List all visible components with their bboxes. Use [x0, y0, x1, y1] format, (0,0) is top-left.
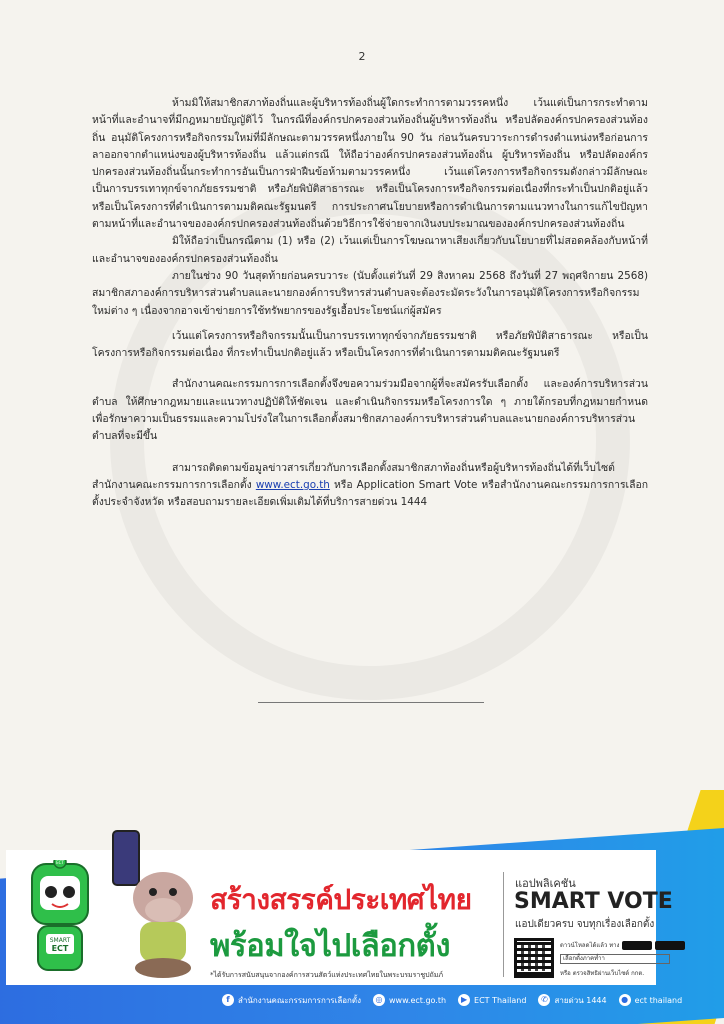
- footer-hotline[interactable]: [538, 994, 606, 1007]
- banner-headline-2: พร้อมใจไปเลือกตั้ง: [210, 928, 450, 964]
- footer-label: ect thailand: [634, 995, 683, 1005]
- app-tagline: แอปเดียวครบ จบทุกเรื่องเลือกตั้ง: [515, 919, 655, 930]
- google-play-badge-icon[interactable]: [655, 941, 685, 950]
- end-divider: [258, 702, 484, 703]
- ect-website-link[interactable]: www.ect.go.th: [255, 478, 330, 491]
- banner-vertical-divider: [503, 872, 504, 977]
- app-label: แอปพลิเคชัน: [515, 877, 576, 890]
- banner-support-note: *ได้รับการสนับสนุนจากองค์การสวนสัตว์แห่งประเทศไทยในพระบรมราชูปถัมภ์: [210, 971, 443, 979]
- footer-label: สำนักงานคณะกรรมการการเลือกตั้ง: [238, 995, 361, 1005]
- facebook-icon: f: [222, 994, 234, 1006]
- paragraph-6: [92, 460, 648, 512]
- paragraph-5: สำนักงานคณะกรรมการการเลือกตั้งจึงขอความร่วมมือจากผู้ที่จะสมัครรับเลือกตั้ง และองค์การบริหารส่วนตำบล ให้ศึกษากฎหมายและแนวทางปฏิบัติให้ชัดเจน และดำเนินกิจกรรมหรือโครงการใด ๆ ภายใต้กรอบที่กฎหมายกำหนด เพื่อรักษาความเป็นธรรมและความโปร่งใสในการเลือกตั้งสมาชิกสภาองค์การบริหารส่วนตำบลและนายกองค์การบริหารส่วนตำบลที่จะมีขึ้น: [92, 378, 648, 443]
- paragraph-4: เว้นแต่โครงการหรือกิจกรรมนั้นเป็นการบรรเทาทุกข์จากภัยธรรมชาติ หรือภัยพิบัติสาธารณะ หรือเป็นโครงการหรือกิจกรรมต่อเนื่อง ที่กระทำเป็นปกติอยู่แล้ว หรือเป็นโครงการที่ดำเนินการตามมติคณะรัฐมนตรี: [92, 329, 648, 360]
- paragraph-3: ภายในช่วง 90 วันสุดท้ายก่อนครบวาระ (นับตั้งแต่วันที่ 29 สิงหาคม 2568 ถึงวันที่ 27 พฤศจิกายน 2568) สมาชิกสภาองค์การบริหารส่วนตำบลและนายกองค์การบริหารส่วนตำบลจะต้องระมัดระวังในการอนุมัติโครงการหรือกิจกรรมใหม่ต่าง ๆ เนื่องจากอาจเข้าข่ายการใช้ทรัพยากรของรัฐเอื้อประโยชน์แก่ผู้สมัคร: [92, 269, 648, 317]
- footer-youtube[interactable]: [458, 994, 526, 1006]
- store-text: ดาวน์โหลดได้แล้ว ทาง: [560, 942, 620, 949]
- robot-label-line-2: ECT: [51, 944, 69, 953]
- footer-label: www.ect.go.th: [389, 995, 447, 1005]
- qr-code-icon[interactable]: [514, 938, 554, 978]
- robot-label-line-1: SMART: [49, 937, 71, 944]
- footer-facebook[interactable]: [222, 994, 361, 1007]
- youtube-icon: ▶: [458, 994, 470, 1006]
- robot-badge-text: ECT: [56, 860, 64, 865]
- footer-line[interactable]: [619, 994, 683, 1006]
- phone-icon: ✆: [538, 994, 550, 1006]
- footer-website[interactable]: [373, 994, 446, 1006]
- paragraph-6-text-before: สามารถติดตามข้อมูลข่าวสารเกี่ยวกับการเลือกตั้งสมาชิกสภาท้องถิ่นหรือผู้บริหารท้องถิ่นได้ที่เว็บไซต์สำนักงานคณะกรรมการการเลือกตั้ง: [92, 461, 615, 491]
- line-icon: ●: [619, 994, 631, 1006]
- robot-mascot-icon: [20, 860, 100, 980]
- paragraph-2: มิให้ถือว่าเป็นกรณีตาม (1) หรือ (2) เว้นแต่เป็นการโฆษณาหาเสียงเกี่ยวกับนโยบายที่ไม่สอดคล้องกับหน้าที่และอำนาจขององค์กรปกครองส่วนท้องถิ่น: [92, 235, 648, 265]
- banner-footer: [0, 986, 724, 1014]
- page-number: 2: [358, 50, 366, 63]
- url-hint: หรือ ตรวจสิทธิผ่านเว็บไซต์ กกต.: [560, 970, 645, 977]
- app-name: SMART VOTE: [514, 889, 673, 914]
- globe-icon: ◎: [373, 994, 385, 1006]
- hippo-mascot-icon: [128, 860, 198, 980]
- campaign-banner: [0, 790, 724, 1024]
- paragraph-6-text-after: หรือ Application Smart Vote หรือสำนักงานคณะกรรมการการเลือกตั้งประจำจังหวัด หรือสอบถามรายละเอียดเพิ่มเติมได้ที่บริการสายด่วน 1444: [92, 478, 649, 509]
- document-body: [92, 95, 648, 512]
- footer-label: สายด่วน 1444: [554, 995, 607, 1005]
- footer-label: ECT Thailand: [474, 995, 527, 1005]
- banner-headline-1: สร้างสรรค์ประเทศไทย: [210, 883, 472, 916]
- app-store-badge-icon[interactable]: [622, 941, 652, 950]
- paragraph-1: ห้ามมิให้สมาชิกสภาท้องถิ่นและผู้บริหารท้องถิ่นผู้ใดกระทำการตามวรรคหนึ่ง เว้นแต่เป็นการกระทำตามหน้าที่และอำนาจที่มีกฎหมายบัญญัติไว้ ในกรณีที่องค์กรปกครองส่วนท้องถิ่นผู้บริหารท้องถิ่น หรือปลัดองค์กรปกครองส่วนท้องถิ่น อนุมัติโครงการหรือกิจกรรมใหม่ที่มีลักษณะตามวรรคหนึ่งภายใน 90 วัน ก่อนวันครบวาระการดำรงตำแหน่งหรือก่อนการลาออกจากตำแหน่งของผู้บริหารท้องถิ่น แล้วแต่กรณี ให้ถือว่าองค์กรปกครองส่วนท้องถิ่น ผู้บริหารท้องถิ่น หรือปลัดองค์กรปกครองส่วนท้องถิ่นนั้นกระทำการอันเป็นการฝ่าฝืนข้อห้ามตามวรรคหนึ่ง เว้นแต่โครงการหรือกิจกรรมดังกล่าวมีลักษณะเป็นการบรรเทาทุกข์จากภัยธรรมชาติ หรือภัยพิบัติสาธารณะ หรือเป็นโครงการหรือกิจกรรมต่อเนื่องที่กระทำเป็นปกติอยู่แล้ว หรือเป็นโครงการที่ดำเนินการตามมติคณะรัฐมนตรี การประกาศนโยบายหรือการดำเนินการตามแนวทางในการแก้ไขปัญหาตามหน้าที่และอำนาจขององค์กรปกครองส่วนท้องถิ่นด้วยวิธีการใช้จ่ายจากเงินงบประมาณขององค์กรปกครองส่วนท้องถิ่น: [92, 97, 648, 231]
- store-badges: [560, 940, 685, 950]
- search-url-box[interactable]: เลือกตั้งภาคท่ำา: [560, 954, 670, 964]
